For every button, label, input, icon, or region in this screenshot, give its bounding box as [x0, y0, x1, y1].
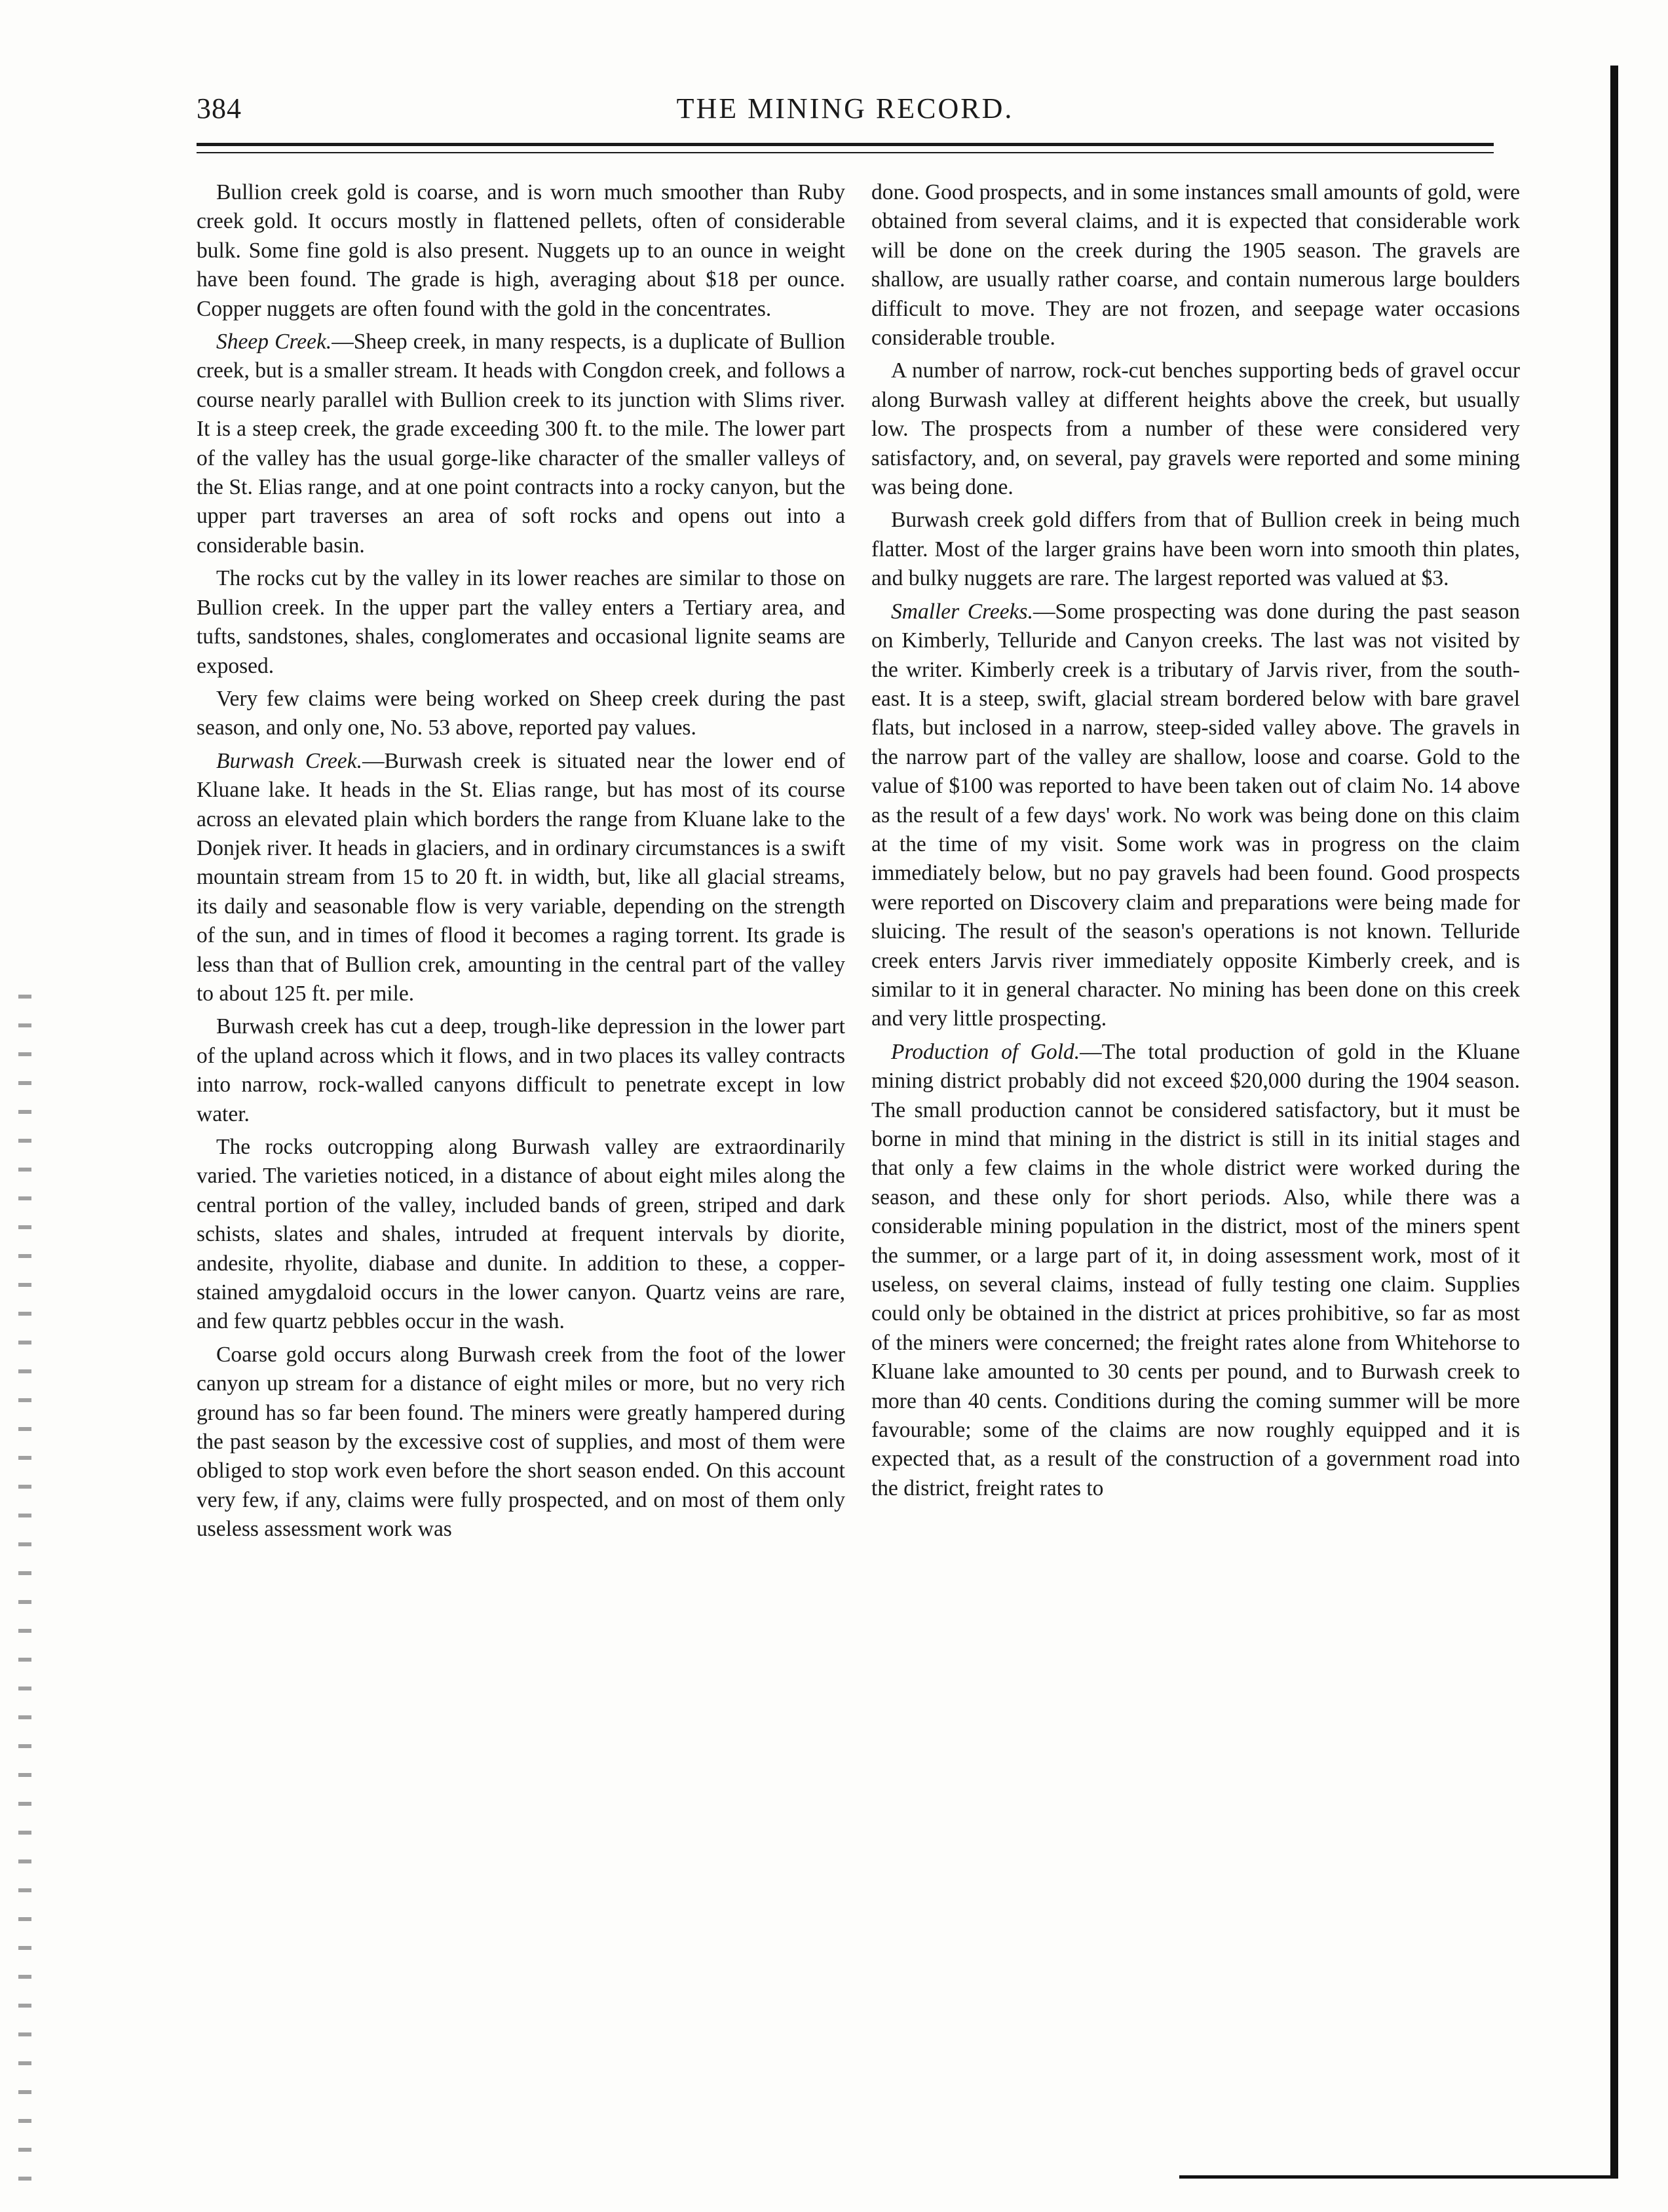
- left-column: [197, 178, 845, 2091]
- paragraph: [197, 328, 845, 560]
- paragraph-continued: [871, 178, 1520, 353]
- paragraph-text: Bullion creek gold is coarse, and is worn much smoother than Ruby creek gold. It occurs mostly in flattened pellets, often of considerable bulk. Some fine gold is also present. Nuggets up to an ounce in weight have been found. The grade is high, averaging about $18 per ounce. Copper nuggets are often found with the gold in the concentrates.: [197, 180, 845, 321]
- paragraph-text: —Sheep creek, in many respects, is a duplicate of Bullion creek, but is a smaller stream. It heads with Congdon creek, and follows a course nearly parallel with Bullion creek to its junction with Slims river. It is a steep creek, the grade exceeding 300 ft. to the mile. The lower part of the valley has the usual gorge-like character of the smaller valleys of the St. Elias range, and at one point contracts into a rocky canyon, but the upper part traverses an area of soft rocks and opens out into a considerable basin.: [197, 330, 845, 558]
- paragraph-text: Very few claims were being worked on Sheep creek during the past season, and only one, No. 53 above, reported pay values.: [197, 686, 845, 740]
- header-rule-thick: [197, 143, 1494, 146]
- paragraph: [871, 506, 1520, 593]
- right-column: [871, 178, 1520, 2091]
- section-heading: Sheep Creek.: [216, 330, 332, 354]
- paragraph: [197, 178, 845, 324]
- margin-scan-specks: [18, 970, 31, 2202]
- paragraph-text: The rocks cut by the valley in its lower reaches are similar to those on Bullion creek. In the upper part the valley enters a Tertiary area, and tufts, sandstones, shales, conglomerates and occasional lignite seams are exposed.: [197, 566, 845, 678]
- paragraph-text: Burwash creek gold differs from that of Bullion creek in being much flatter. Most of the larger grains have been worn into smooth thin plates, and bulky nuggets are rare. The largest reported was valued at $3.: [871, 508, 1520, 591]
- paragraph-text: done. Good prospects, and in some instances small amounts of gold, were obtained from several claims, and it is expected that considerable work will be done on the creek during the 1905 season. The gravels are shallow, are usually rather coarse, and contain numerous large boulders difficult to move. They are not frozen, and seepage water occasions considerable trouble.: [871, 180, 1520, 351]
- paragraph-text: Burwash creek has cut a deep, trough-like depression in the lower part of the upland across which it flows, and in two places its valley contracts into narrow, rock-walled canyons difficult to penetrate except in low water.: [197, 1014, 845, 1126]
- binding-edge-bar: [1610, 66, 1618, 2175]
- section-heading: Smaller Creeks.: [891, 599, 1033, 624]
- paragraph-text: The rocks outcropping along Burwash valley are extraordinarily varied. The varieties noticed, in a distance of about eight miles along the central portion of the valley, included bands of green, striped and dark schists, slates and shales, intruded at frequent intervals by diorite, andesite, rhyolite, diabase and dunite. In addition to these, a copper-stained amygdaloid occurs in the lower canyon. Quartz veins are rare, and few quartz pebbles occur in the wash.: [197, 1135, 845, 1334]
- paragraph-text: Coarse gold occurs along Burwash creek from the foot of the lower canyon up stream for a distance of eight miles or more, but no very rich ground has so far been found. The miners were greatly hampered during the past season by the excessive cost of supplies, and most of them were obliged to stop work even before the short season ended. On this account very few, if any, claims were fully prospected, and on most of them only useless assessment work was: [197, 1342, 845, 1542]
- paragraph: [197, 747, 845, 1009]
- paragraph: [871, 1038, 1520, 1504]
- paragraph: [197, 685, 845, 743]
- paragraph: [197, 1341, 845, 1544]
- page-header: [197, 92, 1494, 138]
- section-heading: Burwash Creek.: [216, 748, 363, 773]
- paragraph: [197, 564, 845, 681]
- page-number: 384: [197, 92, 242, 124]
- paragraph: [871, 598, 1520, 1034]
- paragraph-text: A number of narrow, rock-cut benches supporting beds of gravel occur along Burwash valley at different heights above the creek, but usually low. The prospects from a number of these were considered very satisfactory, and, on several, pay gravels were reported and some mining was being done.: [871, 358, 1520, 500]
- section-heading: Production of Gold.: [891, 1039, 1080, 1064]
- paragraph: [197, 1012, 845, 1129]
- paragraph-text: —Some prospecting was done during the past season on Kimberly, Telluride and Canyon creeks. The last was not visited by the writer. Kimberly creek is a tributary of Jarvis river, from the south-east. It is a steep, swift, glacial stream bordered below with bare gravel flats, but inclosed in a narrow, steep-sided valley above. The gravels in the narrow part of the valley are shallow, loose and coarse. Gold to the value of $100 was reported to have been taken out of claim No. 14 above as the result of a few days' work. No work was being done on this claim at the time of my visit. Some work was in progress on the claim immediately below, but no pay gravels had been found. Good prospects were reported on Discovery claim and preparations were being made for sluicing. The result of the season's operations is not known. Telluride creek enters Jarvis river immediately opposite Kimberly creek, and is similar to it in general character. No mining has been done on this creek and very little prospecting.: [871, 599, 1520, 1031]
- paragraph-text: —The total production of gold in the Kluane mining district probably did not exceed $20,000 during the 1904 season. The small production cannot be considered satisfactory, but it must be borne in mind that mining in the district is still in its initial stages and that only a few claims in the whole district were worked during the season, and these only for short periods. Also, while there was a considerable mining population in the district, most of the miners spent the summer, or a large part of it, in doing assessment work, most of it useless, on several claims, instead of fully testing one claim. Supplies could only be obtained in the district at prices prohibitive, so far as most of the miners were concerned; the freight rates alone from Whitehorse to Kluane lake amounted to 30 cents per pound, and to Burwash creek to more than 40 cents. Conditions during the coming summer will be more favourable; some of the claims are now roughly equipped and it is expected that, as a result of the construction of a government road into the district, freight rates to: [871, 1039, 1520, 1500]
- paragraph: [871, 356, 1520, 502]
- paragraph-text: —Burwash creek is situated near the lower end of Kluane lake. It heads in the St. Elias range, but has most of its course across an elevated plain which borders the range from Kluane lake to the Donjek river. It heads in glaciers, and in ordinary circumstances is a swift mountain stream from 15 to 20 ft. in width, but, like all glacial streams, its daily and seasonable flow is very variable, depending on the strength of the sun, and in times of flood it becomes a raging torrent. Its grade is less than that of Bullion crek, amounting in the central part of the valley to about 125 ft. per mile.: [197, 748, 845, 1006]
- header-rule-thin: [197, 152, 1494, 153]
- bottom-edge-rule: [1179, 2175, 1618, 2179]
- running-title: THE MINING RECORD.: [676, 92, 1014, 124]
- paragraph: [197, 1133, 845, 1337]
